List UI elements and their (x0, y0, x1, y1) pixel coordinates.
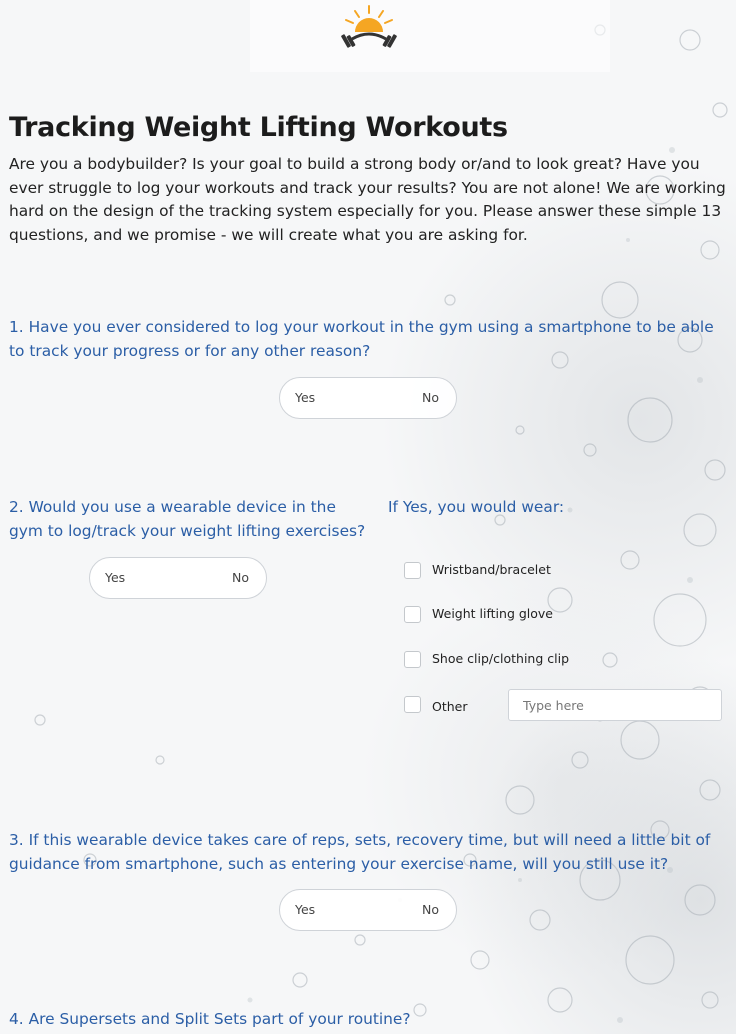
question-1: 1. Have you ever considered to log your workout in the gym using a smartphone to be able to track your progress or for any other reason? (9, 318, 714, 360)
q2-no-option[interactable]: No (232, 570, 249, 585)
q3-no-option[interactable]: No (422, 902, 439, 917)
glove-label[interactable]: Weight lifting glove (432, 606, 553, 621)
question-3: 3. If this wearable device takes care of reps, sets, recovery time, but will need a little bit of guidance from smartphone, such as entering your exercise name, will you still use it? (9, 831, 711, 873)
q1-yes-option[interactable]: Yes (295, 390, 316, 405)
glove-checkbox[interactable] (404, 606, 421, 623)
q3-yes-option[interactable]: Yes (295, 902, 316, 917)
intro-text: Are you a bodybuilder? Is your goal to build a strong body or/and to look great? Have you ever struggle to log your workouts and track your results? You are not alone! We are working hard on the design of the tracking system especially for you. Please answer these simple 13 questions, and we promise - we will create what you are asking for. (9, 155, 726, 244)
q2-followup-title: If Yes, you would wear: (388, 498, 565, 516)
question-2 (9, 496, 379, 543)
q1-yes-no-toggle[interactable] (279, 377, 457, 419)
q3-yes-no-toggle[interactable] (279, 889, 457, 931)
shoe-clip-checkbox[interactable] (404, 651, 421, 668)
wristband-label[interactable]: Wristband/bracelet (432, 562, 551, 577)
shoe-clip-label[interactable]: Shoe clip/clothing clip (432, 651, 570, 666)
question-2-line-2: gym to log/track your weight lifting exercises? (9, 521, 366, 540)
sun-dumbbell-logo (338, 4, 400, 58)
wristband-checkbox[interactable] (404, 562, 421, 579)
question-2-line-1: 2. Would you use a wearable device in the (9, 498, 336, 516)
header-band (250, 0, 610, 72)
page-title: Tracking Weight Lifting Workouts (9, 112, 508, 143)
question-4: 4. Are Supersets and Split Sets part of your routine? (9, 1010, 411, 1028)
other-label[interactable]: Other (432, 699, 468, 714)
q1-no-option[interactable]: No (422, 390, 439, 405)
q2-yes-no-toggle[interactable] (89, 557, 267, 599)
q2-yes-option[interactable]: Yes (105, 570, 126, 585)
other-checkbox[interactable] (404, 696, 421, 713)
other-text-input[interactable] (508, 689, 722, 721)
